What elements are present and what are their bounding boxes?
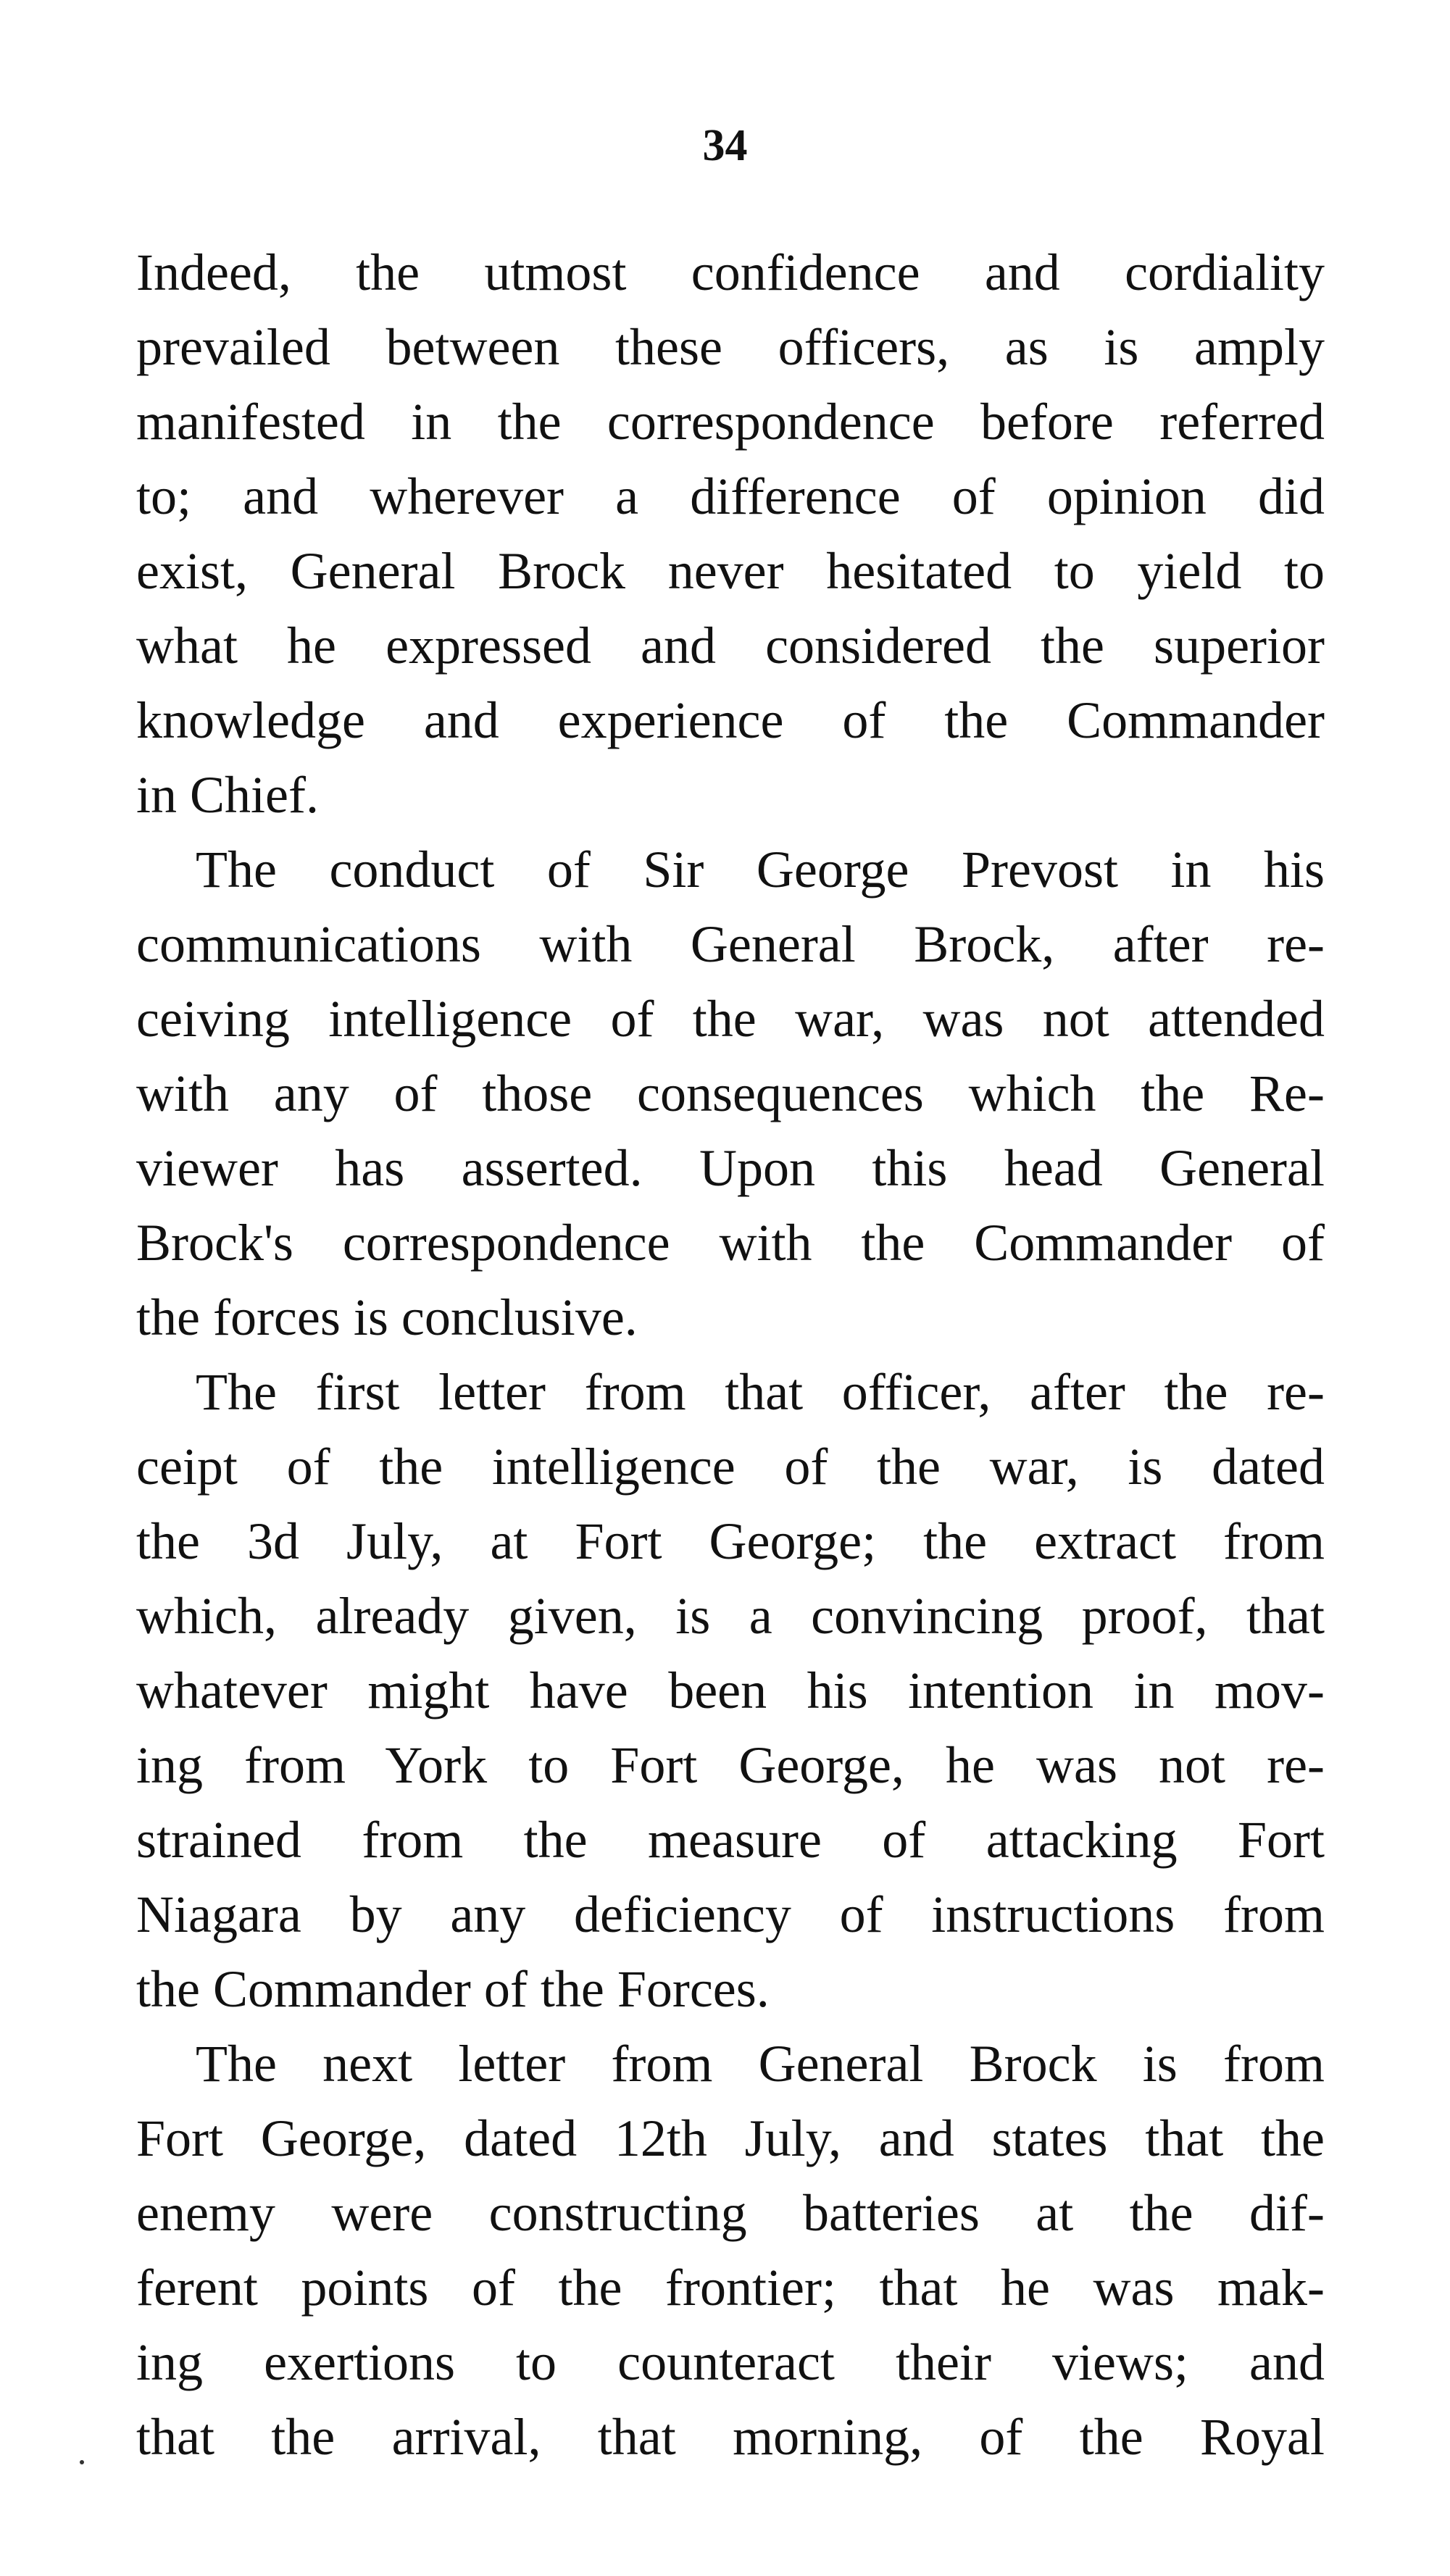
margin-speck — [80, 2460, 84, 2464]
paragraph-3 — [136, 1355, 1325, 2027]
text-line: Fort George, dated 12th July, and states that the — [136, 2109, 1325, 2167]
text-line: Niagara by any deficiency of instructions from — [136, 1885, 1325, 1943]
text-line: ceipt of the intelligence of the war, is dated — [136, 1438, 1325, 1496]
paragraph-4 — [136, 2027, 1325, 2475]
text-line: The conduct of Sir George Prevost in his — [196, 841, 1325, 899]
text-line: with any of those consequences which the Re- — [136, 1064, 1325, 1122]
body-text — [136, 235, 1325, 2475]
text-line: viewer has asserted. Upon this head General — [136, 1139, 1325, 1197]
text-line: Indeed, the utmost confidence and cordiality — [136, 243, 1325, 301]
text-line: in Chief. — [136, 766, 319, 824]
text-line: which, already given, is a convincing proof, that — [136, 1587, 1325, 1645]
text-line: knowledge and experience of the Commander — [136, 691, 1325, 749]
text-line: what he expressed and considered the superior — [136, 617, 1325, 675]
text-line: The next letter from General Brock is from — [196, 2035, 1325, 2093]
text-line: whatever might have been his intention in mov- — [136, 1662, 1325, 1720]
text-line: the 3d July, at Fort George; the extract from — [136, 1512, 1325, 1570]
text-line: exist, General Brock never hesitated to yield to — [136, 542, 1325, 600]
page-number: 34 — [702, 121, 748, 170]
text-line: to; and wherever a difference of opinion did — [136, 467, 1325, 525]
text-line: that the arrival, that morning, of the Royal — [136, 2408, 1325, 2466]
text-line: ferent points of the frontier; that he was mak- — [136, 2259, 1325, 2317]
text-line: ing from York to Fort George, he was not re- — [136, 1736, 1325, 1794]
text-line: The first letter from that officer, after the re- — [196, 1363, 1325, 1421]
text-line: communications with General Brock, after re- — [136, 915, 1325, 973]
text-line: enemy were constructing batteries at the dif- — [136, 2184, 1325, 2242]
text-line: Brock's correspondence with the Commander of — [136, 1214, 1325, 1272]
text-line: ceiving intelligence of the war, was not attended — [136, 990, 1325, 1048]
text-line: the forces is conclusive. — [136, 1288, 638, 1346]
text-line: manifested in the correspondence before referred — [136, 393, 1325, 451]
text-line: prevailed between these officers, as is amply — [136, 318, 1325, 376]
paragraph-1 — [136, 235, 1325, 833]
paragraph-2 — [136, 833, 1325, 1355]
text-line: strained from the measure of attacking Fort — [136, 1811, 1325, 1869]
text-line: ing exertions to counteract their views; and — [136, 2333, 1325, 2391]
text-line: the Commander of the Forces. — [136, 1960, 770, 2018]
